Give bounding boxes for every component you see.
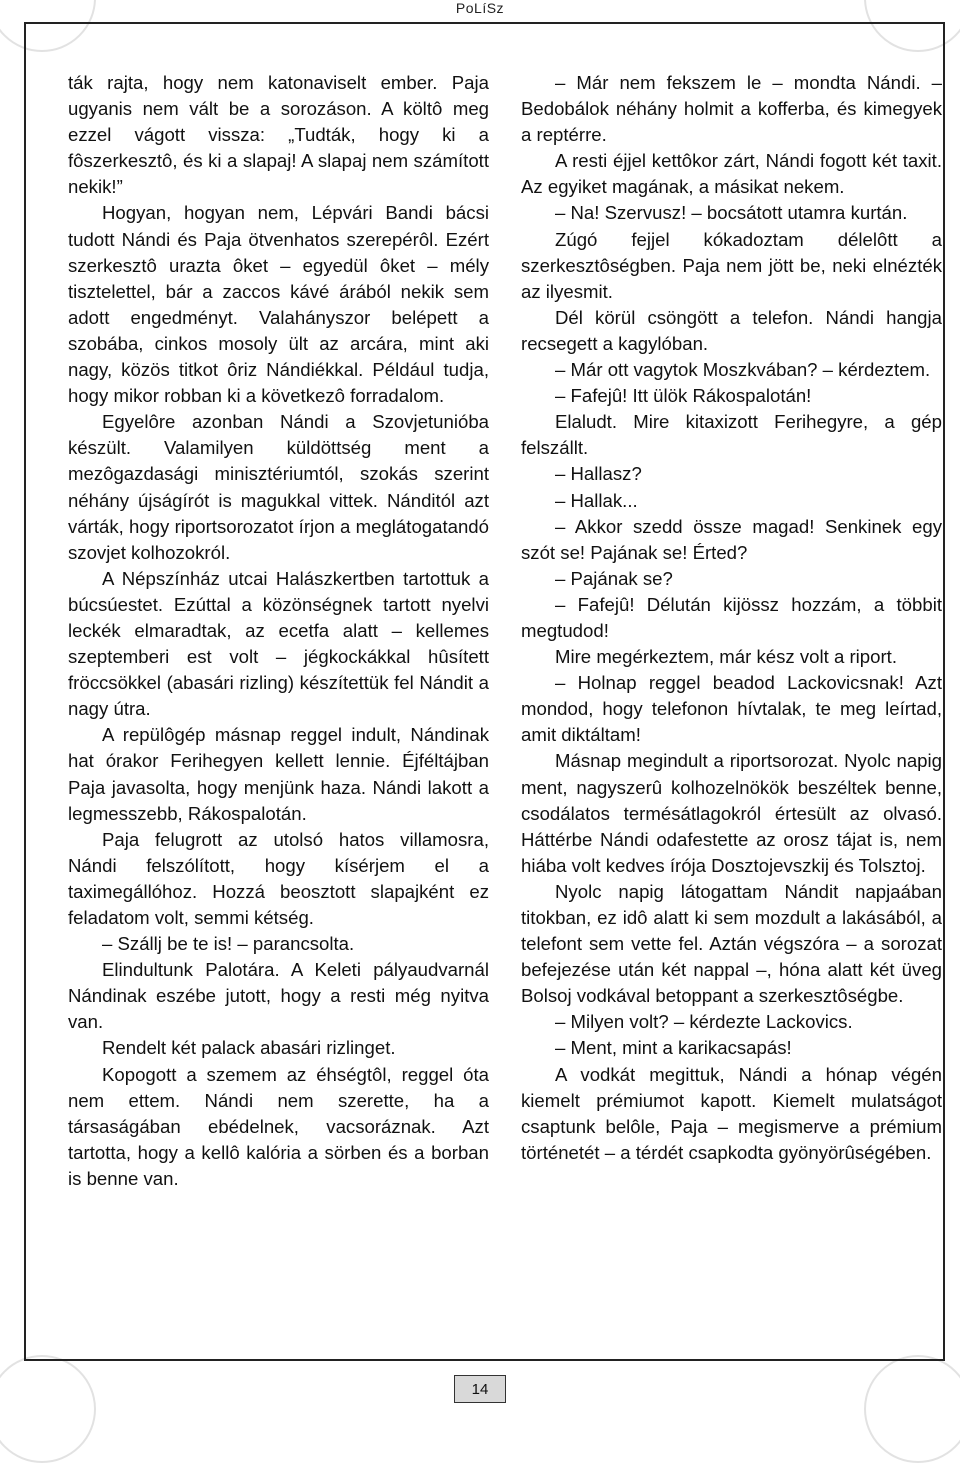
- paragraph: Elaludt. Mire kitaxizott Ferihegyre, a gép felszállt.: [521, 411, 942, 459]
- paragraph: – Szállj be te is! – parancsolta.: [102, 933, 355, 955]
- paragraph: – Akkor szedd össze magad! Senkinek egy szót se! Pajának se! Érted?: [521, 515, 942, 563]
- paragraph: – Már ott vagytok Moszkvában? – kérdeztem.: [555, 359, 931, 381]
- paragraph: Paja felugrott az utolsó hatos villamosra, Nándi felszólított, hogy kísérjem el a taximegállóhoz. Hozzá beosztott slapajként ez feladatom volt, semmi kétség.: [68, 828, 489, 928]
- paragraph: – Pajának se?: [555, 567, 673, 589]
- paragraph: – Holnap reggel beadod Lackovicsnak! Azt mondod, hogy telefonon hívtalak, te meg leírtad, amit diktáltam!: [521, 672, 942, 746]
- page-number: 14: [454, 1375, 506, 1403]
- paragraph: A resti éjjel kettôkor zárt, Nándi fogott két taxit. Az egyiket magának, a másikat nekem.: [521, 150, 942, 198]
- paragraph: Rendelt két palack abasári rizlinget.: [102, 1037, 396, 1059]
- paragraph: Elindultunk Palotára. A Keleti pályaudvarnál Nándinak eszébe jutott, hogy a resti még nyitva van.: [68, 959, 489, 1033]
- paragraph: – Na! Szervusz! – bocsátott utamra kurtán.: [555, 202, 908, 224]
- paragraph: Mire megérkeztem, már kész volt a riport.: [555, 646, 898, 668]
- paragraph: ták rajta, hogy nem katonaviselt ember. Paja ugyanis nem vált be a sorozáson. A költô meg ezzel vágott vissza: „Tudták, hogy ki a fôszerkesztô, és ki a slapaj! A slapaj nem számított nekik!”: [68, 72, 489, 198]
- paragraph: – Milyen volt? – kérdezte Lackovics.: [555, 1011, 853, 1033]
- registration-mark: [0, 1355, 96, 1463]
- paragraph: Nyolc napig látogattam Nándit napjaában titokban, ez idô alatt ki sem mozdult a lakásából, a telefont sem vette fel. Aztán végszóra – a sorozat befejezése után két nappal –, hóna alatt két üveg Bolsoj vodkával betoppant a szerkesztôségbe.: [521, 880, 942, 1007]
- paragraph: A vodkát megittuk, Nándi a hónap végén kiemelt prémiumot kapott. Kiemelt mulatságot csaptunk belôle, Paja – megismerve a prémium történetét – a térdét csapkodta gyönyörûségében.: [521, 1063, 942, 1163]
- paragraph: – Ment, mint a karikacsapás!: [555, 1037, 792, 1059]
- page-frame: [24, 22, 945, 1361]
- paragraph: Egyelôre azonban Nándi a Szovjetunióba készült. Valamilyen küldöttség ment a mezôgazdasági minisztériumtól, szokás szerint néhány újságírót is magukkal vittek. Nánditól azt várták, hogy riportsorozatot írjon a meglátogatandó szovjet kolhozokról.: [68, 411, 489, 563]
- paragraph: A repülôgép másnap reggel indult, Nándinak hat órakor Ferihegyen kellett lennie. Éjféltájban Paja javasolta, hogy menjünk haza. Nándi lakott a legmesszebb, Rákospalotán.: [68, 724, 489, 824]
- paragraph: A Népszínház utcai Halászkertben tartottuk a búcsúestet. Ezúttal a közönségnek tartott nyelvi leckék elmaradtak, az ecetfa alatt – kellemes szeptemberi est volt – jégkockákkal hûsített fröccsökkel (abasári rizling) készítettük fel Nándit a nagy útra.: [68, 567, 489, 720]
- paragraph: – Hallak...: [555, 489, 638, 511]
- paragraph: Zúgó fejjel kókadoztam délelôtt a szerkesztôségben. Paja nem jött be, neki elnézték az ilyesmit.: [521, 228, 942, 302]
- paragraph: Dél körül csöngött a telefon. Nándi hangja recsegett a kagylóban.: [521, 306, 942, 354]
- paragraph: Hogyan, hogyan nem, Lépvári Bandi bácsi tudott Nándi és Paja ötvenhatos szerepérôl. Ezért szerkesztô urazta ôket – egyedül ôket – mély tisztelettel, bár a zaccos kávé árából nekik sem adott engedményt. Valahányszor belépett a szobába, cinkos mosoly ült az arcára, mint aki nagy, közös titkot ôriz Nándiékkal. Például tudja, hogy mikor robban ki a következô forradalom.: [68, 202, 489, 407]
- paragraph: – Fafejû! Délután kijössz hozzám, a többit megtudod!: [521, 593, 942, 641]
- paragraph: – Már nem fekszem le – mondta Nándi. – Bedobálok néhány holmit a kofferba, és kimegyek a reptérre.: [521, 72, 942, 146]
- paragraph: Másnap megindult a riportsorozat. Nyolc napig ment, nagyszerû kolhozelnökök beszéltek benne, csodálatos termésátlagokról értesült az olvasó. Háttérbe Nándi odafestette az orosz tájat is, nem hiába volt kedves írója Dosztojevszkij és Tolsztoj.: [521, 750, 942, 876]
- paragraph: – Hallasz?: [555, 463, 642, 485]
- running-header: PoLíSz: [455, 0, 505, 16]
- paragraph: – Fafejû! Itt ülök Rákospalotán!: [555, 385, 812, 407]
- left-column: [68, 70, 489, 1192]
- right-column: [521, 70, 942, 1166]
- registration-mark: [864, 1355, 960, 1463]
- paragraph: Kopogott a szemem az éhségtôl, reggel óta nem ettem. Nándi nem szerette, ha a társaságában ebédelnek, vacsoráznak. Azt tartotta, hogy a kellô kalória a sörben és a borban is benne van.: [68, 1063, 489, 1189]
